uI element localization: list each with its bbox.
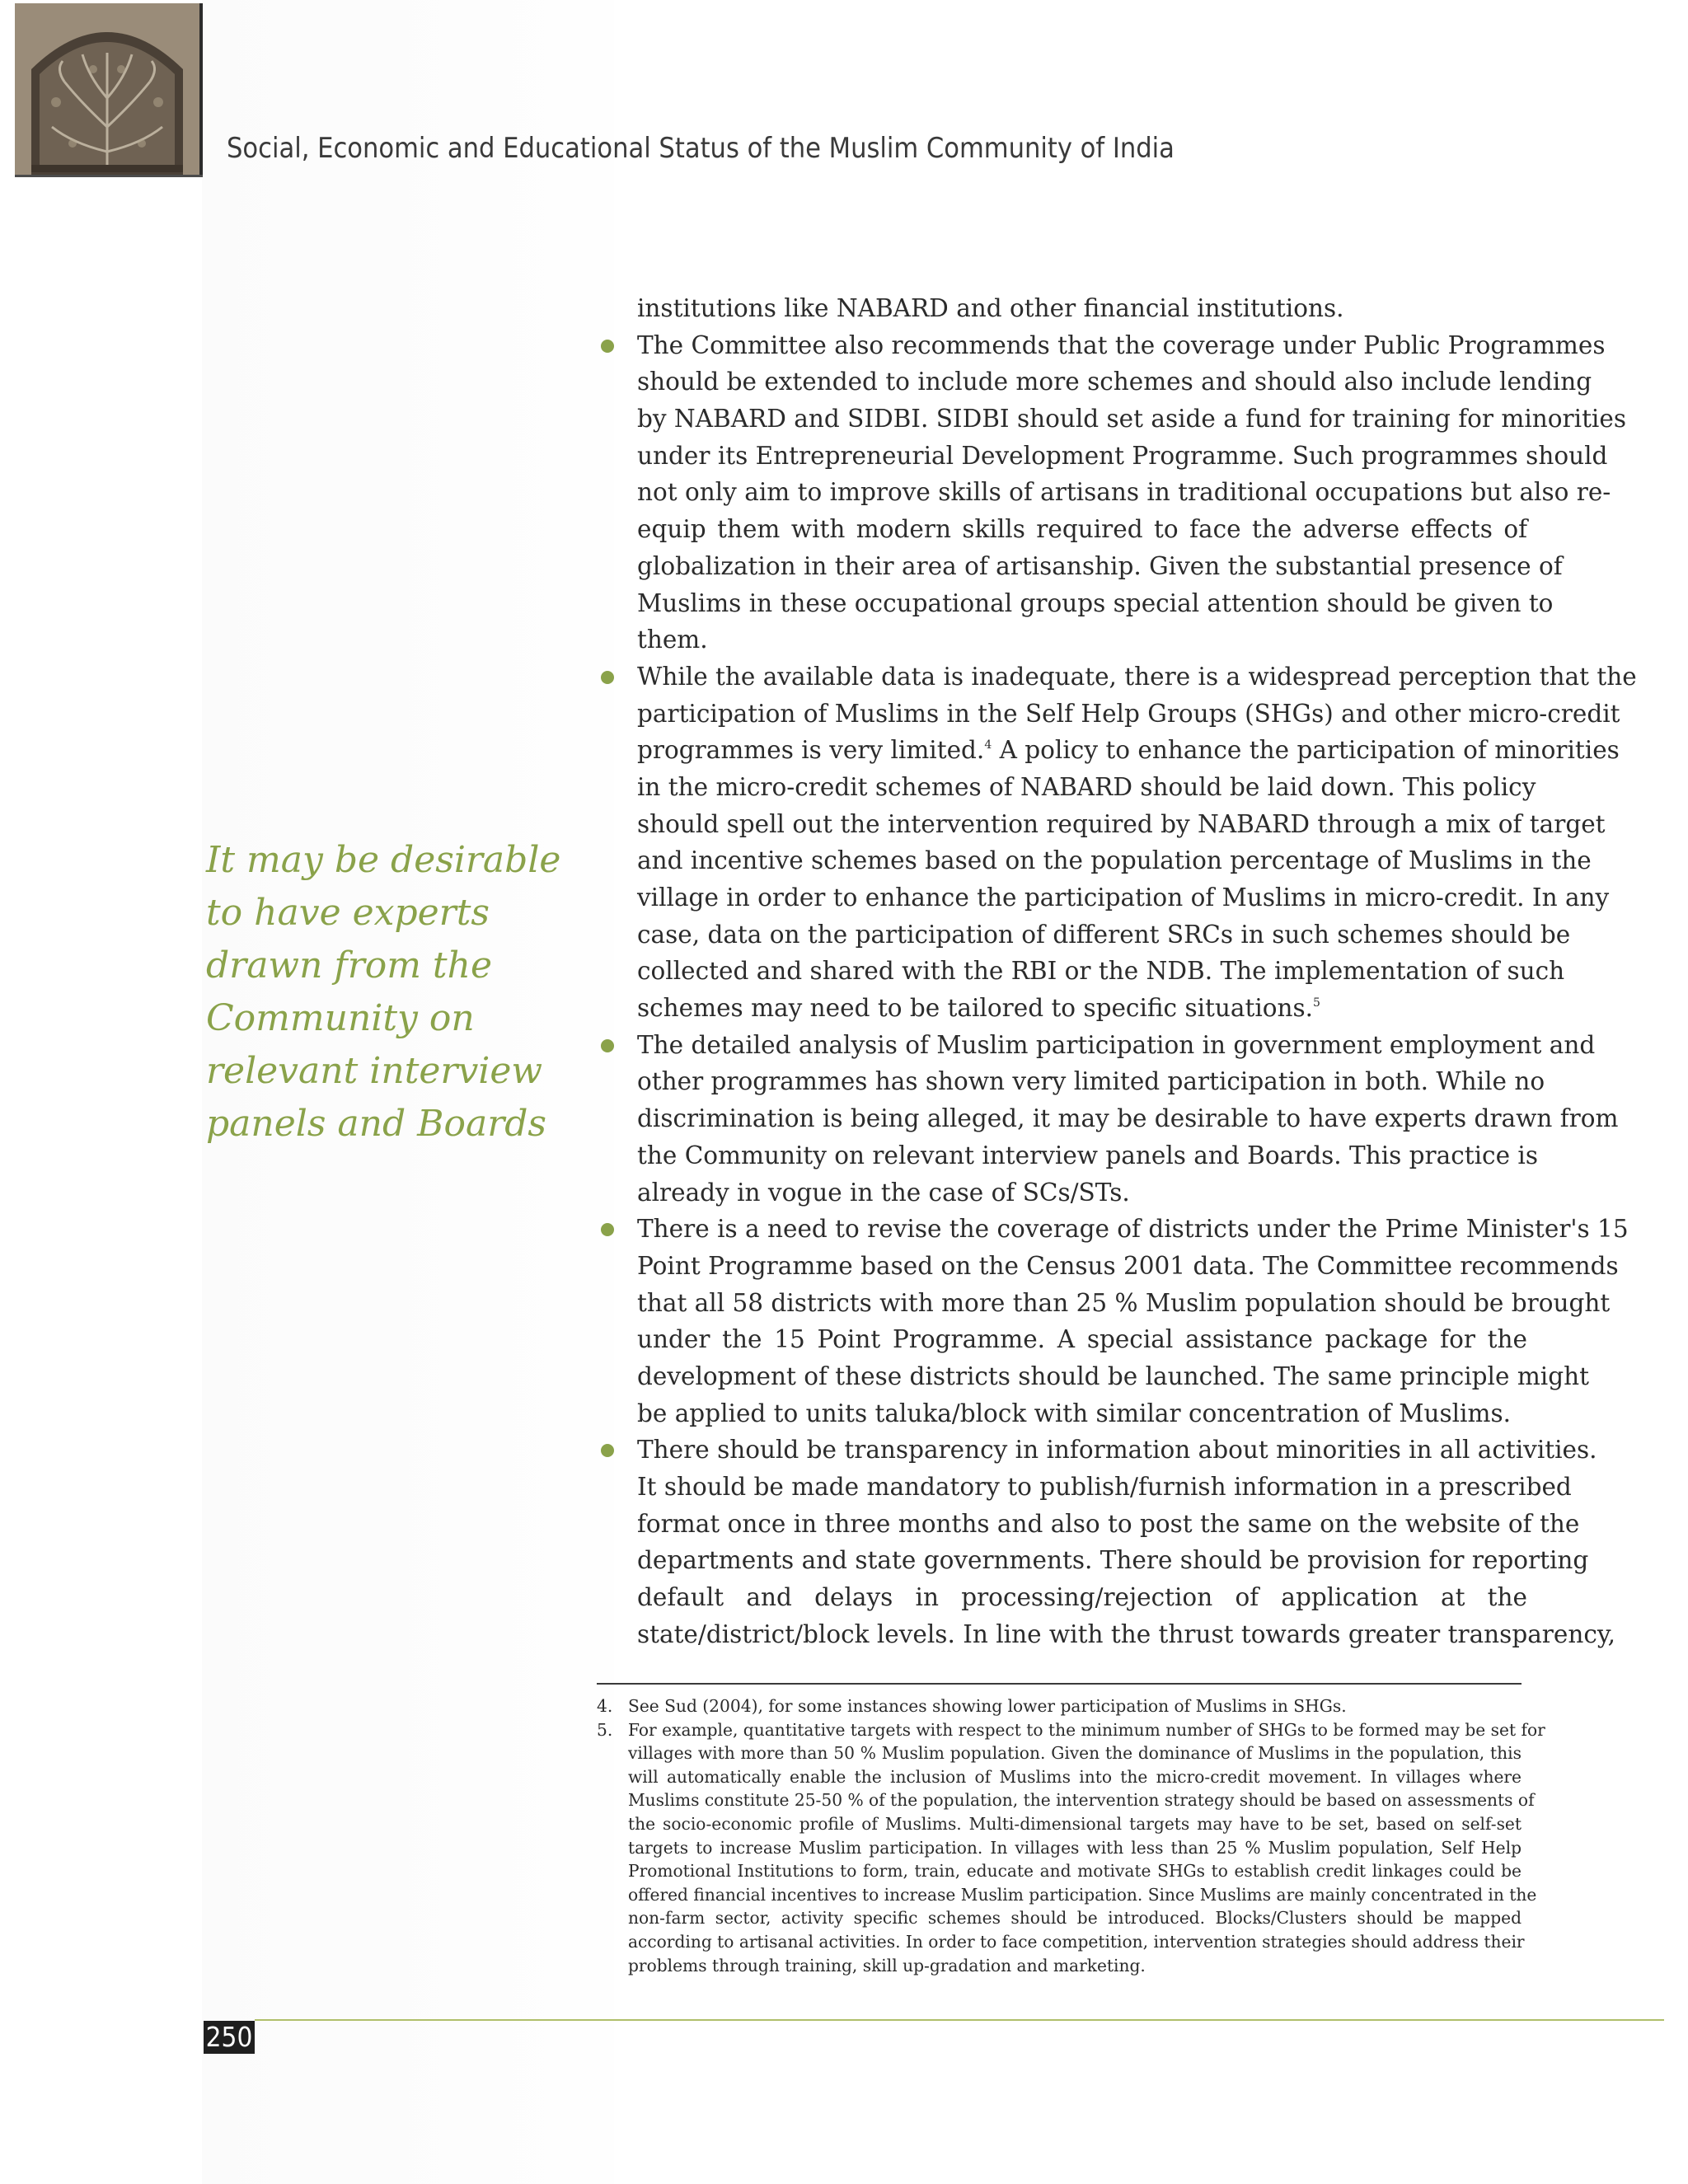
body-line: discrimination is being alleged, it may be desirable to have experts drawn from (637, 1104, 1619, 1133)
footnote-4 (597, 1694, 1522, 1718)
footnote-line: offered financial incentives to increase Muslim participation. Since Muslims are mainly concentrated in the (628, 1884, 1537, 1905)
bullet-item-shg (637, 658, 1637, 696)
footer-rule (255, 2019, 1664, 2021)
body-line: The detailed analysis of Muslim participation in government employment and (637, 1030, 1596, 1059)
body-line: There should be transparency in information about minorities in all activities. (637, 1436, 1597, 1465)
pull-quote-line: It may be desirable (206, 839, 561, 881)
body-line: case, data on the participation of different SRCs in such schemes should be (637, 920, 1571, 949)
pull-quote-line: to have experts (206, 892, 490, 934)
pull-quote-line: relevant interview (206, 1050, 543, 1092)
body-line-with-footnote (637, 732, 1620, 769)
bullet-item-transparency (637, 1432, 1597, 1469)
body-line: A policy to enhance the participation of minorities (992, 736, 1620, 765)
footnote-line: problems through training, skill up-gradation and marketing. (628, 1955, 1146, 1975)
footnote-line: Promotional Institutions to form, train, educate and motivate SHGs to establish credit linkages could be (628, 1861, 1522, 1882)
footnote-line: non-farm sector, activity specific schemes should be introduced. Blocks/Clusters should be mapped (628, 1908, 1522, 1929)
body-line: other programmes has shown very limited participation in both. While no (637, 1067, 1545, 1096)
footnote-5 (597, 1718, 1545, 1978)
body-line: not only aim to improve skills of artisans in traditional occupations but also re- (637, 478, 1611, 507)
body-line: It should be made mandatory to publish/furnish information in a prescribed (637, 1473, 1572, 1501)
pull-quote-line: drawn from the (206, 944, 492, 987)
body-line: under its Entrepreneurial Development Programme. Such programmes should (637, 441, 1608, 470)
footnote-line: according to artisanal activities. In order to face competition, intervention strategies should address their (628, 1931, 1525, 1952)
body-line: participation of Muslims in the Self Help Groups (SHGs) and other micro-credit (637, 699, 1620, 728)
body-line: institutions like NABARD and other financial institutions. (637, 294, 1344, 322)
body-line: should be extended to include more schemes and should also include lending (637, 368, 1592, 396)
body-line: equip them with modern skills required to face the adverse effects of (637, 515, 1527, 544)
pull-quote-line: Community on (206, 997, 475, 1039)
running-header-title: Social, Economic and Educational Status of the Muslim Community of India (227, 132, 1175, 165)
body-line: development of these districts should be launched. The same principle might (637, 1361, 1589, 1390)
bullet-icon (601, 340, 614, 353)
footnote-line: targets to increase Muslim participation. In villages with less than 25 % Muslim population, Self Help (628, 1837, 1522, 1858)
footnote-line: See Sud (2004), for some instances showing lower participation of Muslims in SHGs. (628, 1696, 1347, 1716)
header-image-underline (15, 175, 203, 177)
body-line: programmes is very limited. (637, 736, 985, 765)
body-line: default and delays in processing/rejection of application at the (637, 1583, 1527, 1612)
body-line: under the 15 Point Programme. A special assistance package for the (637, 1325, 1527, 1354)
body-line: schemes may need to be tailored to specific situations. (637, 994, 1314, 1023)
footnote-ref-5[interactable]: 5 (1313, 996, 1320, 1010)
body-line: and incentive schemes based on the population percentage of Muslims in the (637, 846, 1592, 875)
footnote-ref-4[interactable]: 4 (984, 738, 992, 752)
body-line: that all 58 districts with more than 25 % Muslim population should be brought (637, 1288, 1611, 1317)
body-line: Muslims in these occupational groups special attention should be given to (637, 588, 1554, 617)
body-line: the Community on relevant interview panels and Boards. This practice is (637, 1141, 1538, 1169)
lattice-window-icon (15, 3, 199, 176)
body-line-with-footnote (637, 990, 1527, 1027)
body-line: departments and state governments. There should be provision for reporting (637, 1546, 1589, 1575)
footnote-divider (597, 1683, 1522, 1685)
footnote-number: 4. (597, 1696, 613, 1716)
bullet-item-15-point-programme (637, 1211, 1629, 1248)
body-line: globalization in their area of artisanship. Given the substantial presence of (637, 551, 1563, 580)
pull-quote (206, 834, 561, 1151)
body-line: There is a need to revise the coverage of districts under the Prime Minister's 15 (637, 1215, 1629, 1244)
bullet-item-public-programmes (637, 327, 1606, 364)
body-line: While the available data is inadequate, there is a widespread perception that the (637, 662, 1637, 691)
body-line: village in order to enhance the participation of Muslims in micro-credit. In any (637, 883, 1610, 912)
bullet-icon (601, 671, 614, 684)
body-line: in the micro-credit schemes of NABARD should be laid down. This policy (637, 772, 1536, 801)
footnote-line: will automatically enable the inclusion of Muslims into the micro-credit movement. In villages where (628, 1766, 1522, 1787)
body-line: The Committee also recommends that the coverage under Public Programmes (637, 330, 1606, 359)
body-line: be applied to units taluka/block with similar concentration of Muslims. (637, 1399, 1511, 1427)
pull-quote-line: panels and Boards (206, 1103, 546, 1145)
footnote-number: 5. (597, 1719, 613, 1740)
body-line: format once in three months and also to post the same on the website of the (637, 1509, 1580, 1538)
body-line: them. (637, 626, 708, 654)
body-text (637, 290, 1637, 1652)
footnote-line: the socio-economic profile of Muslims. Multi-dimensional targets may have to be set, based on self-set (628, 1813, 1522, 1834)
header-lattice-image (15, 3, 203, 176)
body-line: state/district/block levels. In line with the thrust towards greater transparency, (637, 1619, 1616, 1648)
bullet-item-employment (637, 1027, 1596, 1064)
footnote-line: villages with more than 50 % Muslim population. Given the dominance of Muslims in the population, this (628, 1743, 1522, 1764)
body-line: should spell out the intervention required by NABARD through a mix of target (637, 809, 1606, 838)
body-line: Point Programme based on the Census 2001 data. The Committee recommends (637, 1251, 1619, 1280)
footnote-line: Muslims constitute 25-50 % of the population, the intervention strategy should be based on assessments of (628, 1790, 1535, 1811)
body-line: by NABARD and SIDBI. SIDBI should set aside a fund for training for minorities (637, 405, 1626, 434)
bullet-icon (601, 1039, 614, 1052)
footnotes (597, 1694, 1545, 1977)
footnote-line: For example, quantitative targets with respect to the minimum number of SHGs to be formed may be set for (628, 1719, 1545, 1740)
body-line: already in vogue in the case of SCs/STs. (637, 1178, 1130, 1207)
page-number: 250 (204, 2021, 255, 2054)
body-line: collected and shared with the RBI or the NDB. The implementation of such (637, 957, 1565, 986)
